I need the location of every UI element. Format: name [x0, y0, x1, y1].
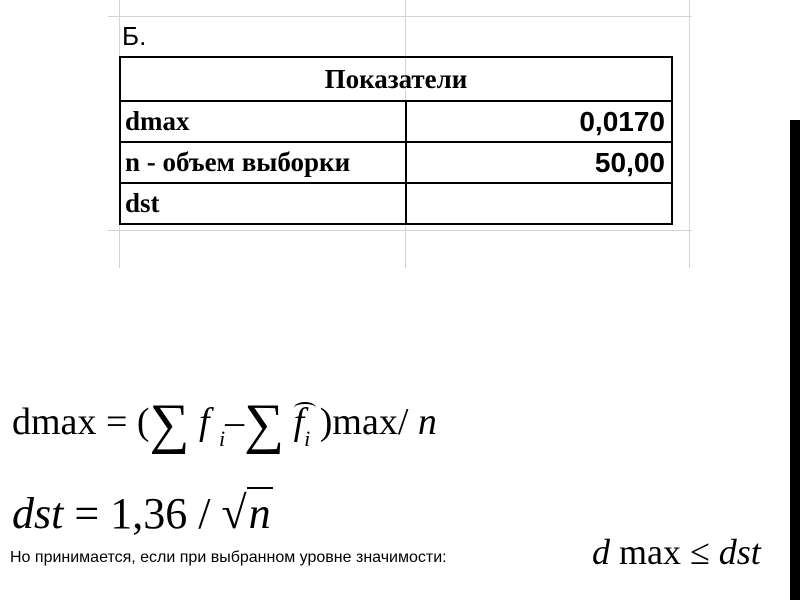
table-header: Показатели — [120, 57, 672, 101]
indicators-table — [119, 56, 673, 225]
subscript-i: i — [219, 426, 226, 451]
decorative-side-bar — [790, 120, 800, 600]
formula-lhs: dst — [12, 489, 64, 538]
cell-label: Б. — [122, 21, 147, 51]
spreadsheet-snippet — [108, 0, 692, 268]
condition-formula — [592, 531, 761, 573]
f-hat-variable: f — [293, 401, 305, 443]
close-paren: ) — [319, 401, 333, 443]
grid-line — [689, 0, 690, 268]
coefficient: 1,36 — [110, 489, 188, 538]
dmax-formula — [12, 392, 437, 456]
grid-line — [108, 230, 692, 231]
row-label: dst — [120, 183, 406, 224]
dst-formula — [12, 486, 273, 539]
table-row — [120, 183, 672, 224]
n-variable: n — [248, 489, 271, 538]
subscript-i: i — [304, 426, 311, 451]
max-text: max — [619, 532, 681, 572]
max-text: max/ — [332, 401, 409, 443]
d-variable: d — [592, 532, 610, 572]
le-sign: ≤ — [689, 532, 710, 572]
sqrt-icon: √ — [221, 487, 247, 538]
grid-line — [108, 16, 692, 17]
f-variable: f — [198, 401, 210, 443]
table-row — [120, 142, 672, 183]
sum-symbol: ∑ — [149, 393, 190, 455]
row-value — [406, 183, 672, 224]
open-paren: ( — [136, 401, 150, 443]
row-value: 50,00 — [406, 142, 672, 183]
row-label: dmax — [120, 101, 406, 142]
formula-lhs: dmax — [12, 401, 97, 443]
dst-variable: dst — [718, 532, 761, 572]
minus-sign: – — [225, 401, 245, 443]
slash: / — [198, 489, 211, 538]
n-variable: n — [417, 401, 437, 443]
equals-sign: = — [105, 401, 128, 443]
row-value: 0,0170 — [406, 101, 672, 142]
sum-symbol: ∑ — [244, 393, 285, 455]
row-label: n - объем выборки — [120, 142, 406, 183]
condition-text: Но принимается, если при выбранном уровне значимости: — [10, 549, 447, 566]
table-row — [120, 101, 672, 142]
equals-sign: = — [74, 489, 100, 538]
table-header-row — [120, 57, 672, 101]
